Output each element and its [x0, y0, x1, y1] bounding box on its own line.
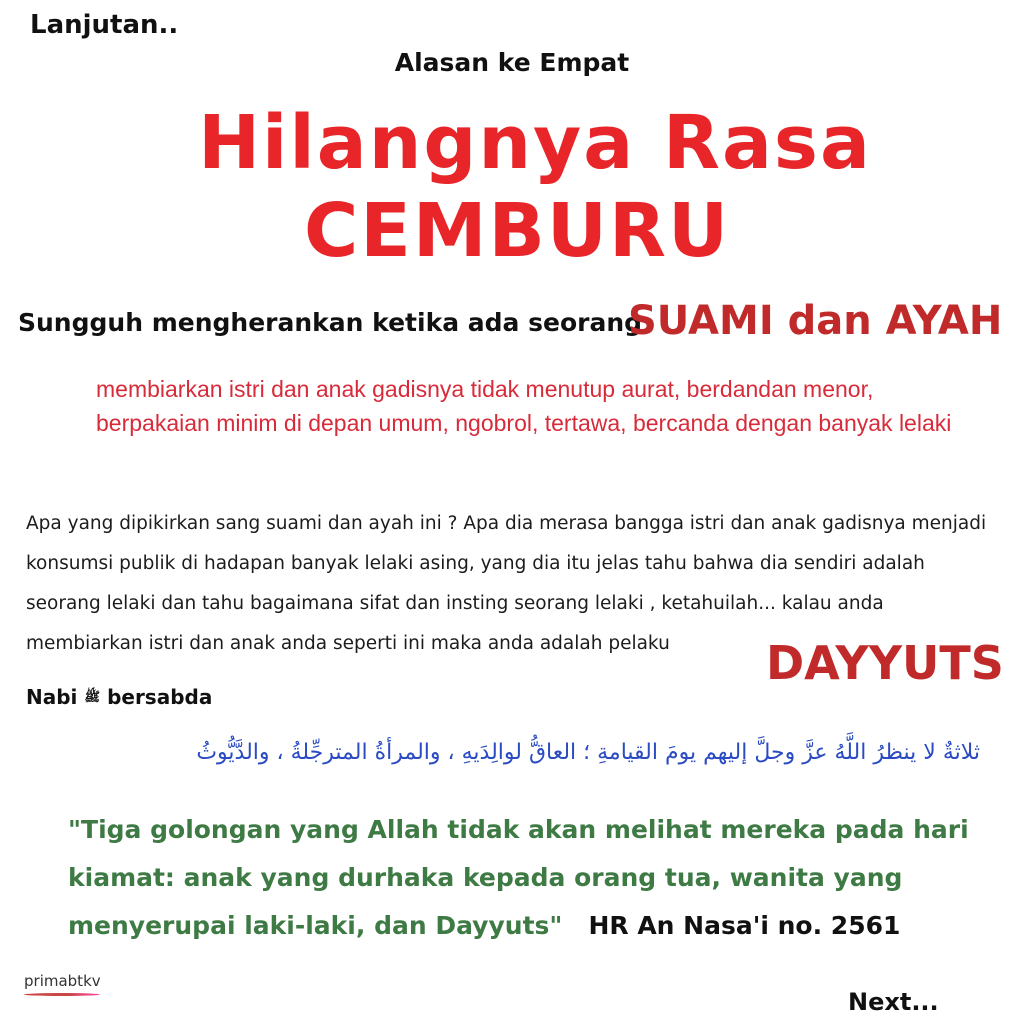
- arabic-hadith: ثلاثةٌ لا ينظرُ اللَّهُ عزَّ وجلَّ إليهم يومَ القيامةِ ؛ العاقُّ لوالِدَيهِ ، والمرأةُ المترجِّلةُ ، والدَّيُّوثُ: [196, 740, 980, 765]
- quote-text: "Tiga golongan yang Allah tidak akan melihat mereka pada hari kiamat: anak yang durhaka kepada orang tua, wanita yang menyerupai laki-laki, dan Dayyuts": [68, 815, 969, 940]
- nabi-prefix: Nabi: [26, 685, 78, 709]
- subtitle: Alasan ke Empat: [394, 48, 630, 77]
- nabi-suffix: bersabda: [107, 685, 213, 709]
- salawat-icon: ﷺ: [84, 690, 101, 705]
- brand-logo-text: primabtkv: [24, 972, 101, 990]
- hadith-reference: HR An Nasa'i no. 2561: [588, 911, 901, 940]
- nabi-line: [26, 685, 212, 709]
- brand-underline: [24, 993, 100, 996]
- red-paragraph: membiarkan istri dan anak gadisnya tidak menutup aurat, berdandan menor, berpakaian minim di depan umum, ngobrol, tertawa, bercanda dengan banyak lelaki: [96, 376, 952, 436]
- dayyuts-label: DAYYUTS: [766, 636, 1004, 690]
- intro-text: Sungguh mengherankan ketika ada seorang: [18, 308, 643, 337]
- top-left-label: Lanjutan..: [30, 10, 179, 40]
- next-label: Next...: [848, 988, 939, 1016]
- body-paragraph: Apa yang dipikirkan sang suami dan ayah ini ? Apa dia merasa bangga istri dan anak gadisnya menjadi konsumsi publik di hadapan banyak lelaki asing, yang dia itu jelas tahu bahwa dia sendiri adalah seorang lelaki dan tahu bagaimana sifat dan insting seorang lelaki , ketahuilah... kalau anda membiarkan istri dan anak anda seperti ini maka anda adalah pelaku: [26, 513, 987, 654]
- title-line-1: Hilangnya Rasa: [198, 100, 872, 186]
- intro-highlight: SUAMI dan AYAH: [628, 298, 1003, 344]
- hadith-quote: [68, 806, 988, 950]
- title-line-2: CEMBURU: [303, 188, 731, 274]
